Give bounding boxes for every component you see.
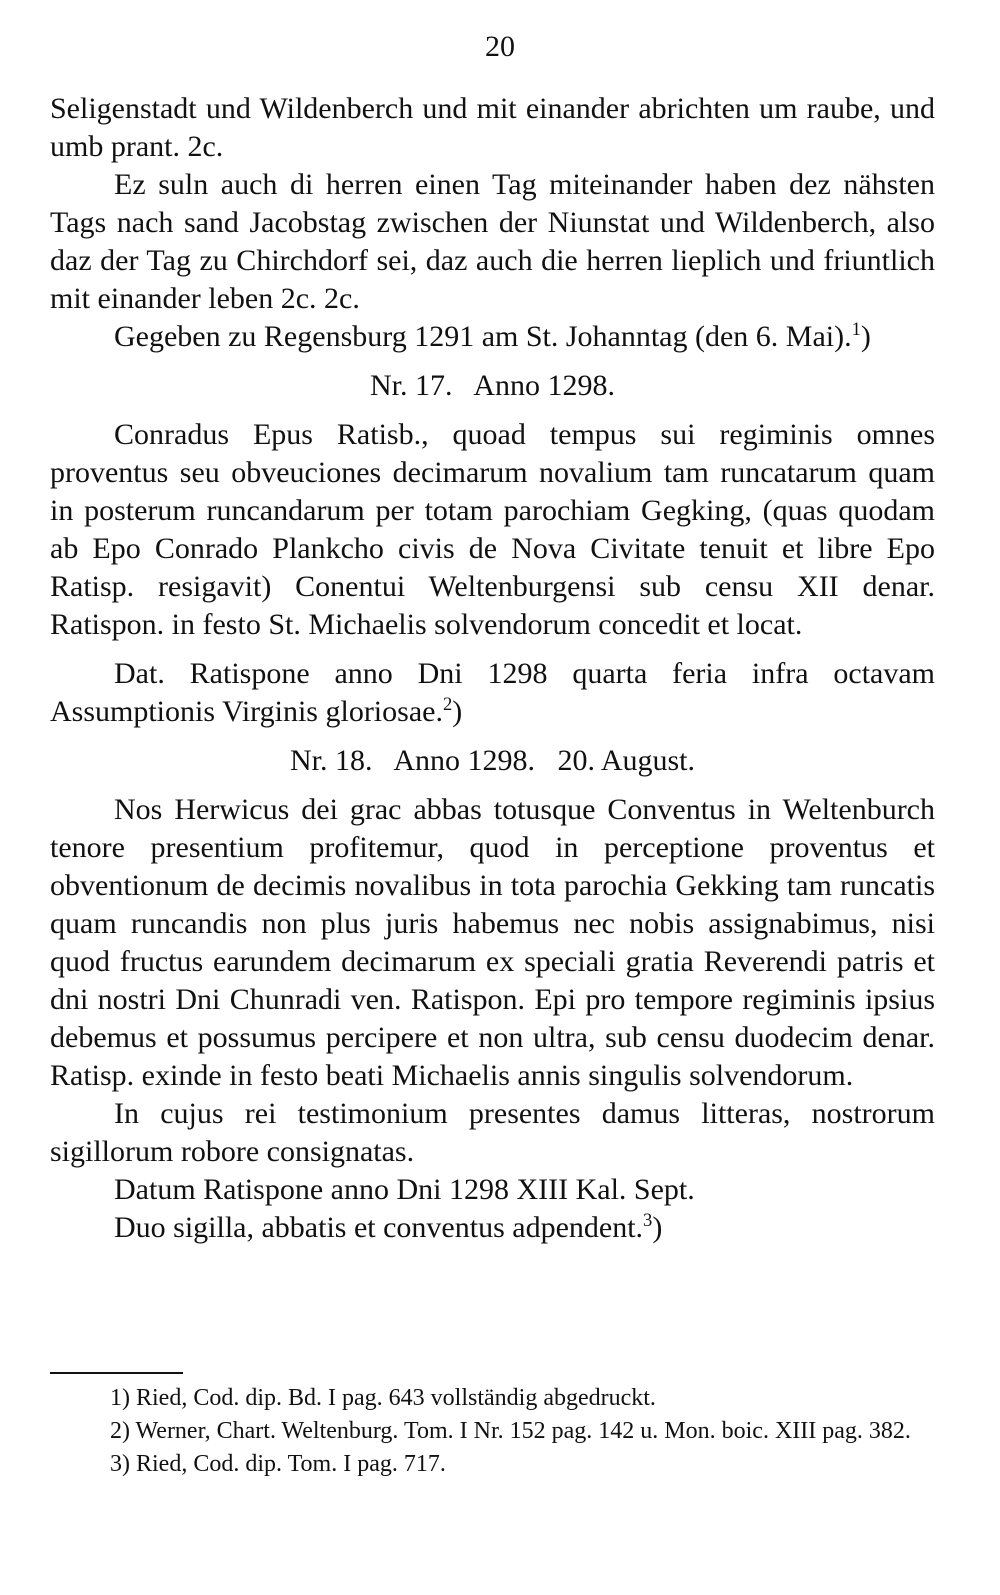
- footnote-ref-2: 2: [442, 694, 453, 715]
- footnote-ref-3: 3: [643, 1210, 653, 1231]
- footnote-divider: [50, 1372, 183, 1374]
- footnote-1: 1) Ried, Cod. dip. Bd. I pag. 643 vollständig abgedruckt.: [110, 1385, 656, 1411]
- footnote-ref-1: 1: [851, 319, 861, 340]
- charter-nr-18-dating: [50, 1171, 935, 1209]
- paragraph-text: Ez suln auch di herren einen Tag miteinander haben dez nähsten Tags nach sand Jacobstag zwischen der Niunstat und Wildenberch, also daz der Tag zu Chirchdorf sei, daz auch die herren lieplich und friuntlich mit einander leben 2c. 2c.: [50, 168, 935, 315]
- paragraph-text: Conradus Epus Ratisb., quoad tempus sui regiminis omnes proventus seu obveuciones decimarum novalium tam runcatarum quam in posterum runcandarum per totam parochiam Gegking, (quas quodam ab Epo Conrado Plankcho civis de Nova Civitate tenuit et libre Epo Ratisp. resigavit) Conentui Weltenburgensi sub censu XII denar. Ratispon. in festo St. Michaelis solvendorum concedit et locat.: [50, 418, 935, 641]
- paragraph-text: Gegeben zu Regensburg 1291 am St. Johanntag (den 6. Mai).: [114, 320, 852, 353]
- charter-nr-18-text: [50, 791, 935, 1095]
- footnote-3: 3) Ried, Cod. dip. Tom. I pag. 717.: [110, 1451, 446, 1477]
- charter-1291-dating: Gegeben zu Regensburg 1291 am St. Johanntag (den 6. Mai).$^1$): [114, 319, 871, 353]
- heading-text: Nr. 18. Anno 1298. 20. August.: [289, 744, 696, 777]
- paragraph-text: In cujus rei testimonium presentes damus litteras, nostrorum sigillorum robore consignatas.: [50, 1097, 935, 1168]
- page-number: 20: [485, 30, 515, 63]
- footnotes: [50, 1382, 935, 1481]
- heading-text: Nr. 17. Anno 1298.: [369, 369, 615, 402]
- paragraph-text: Seligenstadt und Wildenberch und mit einander abrichten um raube, und umb prant. 2c.: [50, 92, 935, 163]
- paragraph-text: Duo sigilla, abbatis et conventus adpendent.: [114, 1211, 644, 1244]
- paragraph-text: Datum Ratispone anno Dni 1298 XIII Kal. Sept.: [114, 1173, 695, 1206]
- footnote-2: 2) Werner, Chart. Weltenburg. Tom. I Nr. 152 pag. 142 u. Mon. boic. XIII pag. 382.: [110, 1418, 911, 1444]
- charter-nr-17-dating: Dat. Ratispone anno Dni 1298 quarta feria infra octavam Assumptionis Virginis gloriosae.$^2$): [50, 657, 935, 728]
- charter-nr-18-testimony: [50, 1095, 935, 1171]
- charter-1291-continuation: [50, 90, 935, 166]
- paragraph-text: Dat. Ratispone anno Dni 1298 quarta feria infra octavam Assumptionis Virginis gloriosae.: [50, 657, 935, 728]
- section-heading-nr-17: [50, 367, 935, 405]
- paragraph-text: Nos Herwicus dei grac abbas totusque Conventus in Weltenburch tenore presentium profitemur, quod in perceptione proventus et obventionum de decimis novalibus in tota parochia Gekking tam runcatis quam runcandis non plus juris habemus nec nobis assignabimus, nisi quod fructus earundem decimarum ex speciali gratia Reverendi patris et dni nostri Dni Chunradi ven. Ratispon. Epi pro tempore regiminis ipsius debemus et possumus percipere et non ultra, sub censu duodecim denar. Ratisp. exinde in festo beati Michaelis annis singulis solvendorum.: [50, 793, 935, 1092]
- charter-nr-18-seals: Duo sigilla, abbatis et conventus adpendent.$^3$): [114, 1210, 663, 1244]
- charter-nr-17-summary: [50, 416, 935, 644]
- charter-1291-clause: [50, 166, 935, 318]
- section-heading-nr-18: [50, 742, 935, 780]
- document-body: [50, 90, 935, 1247]
